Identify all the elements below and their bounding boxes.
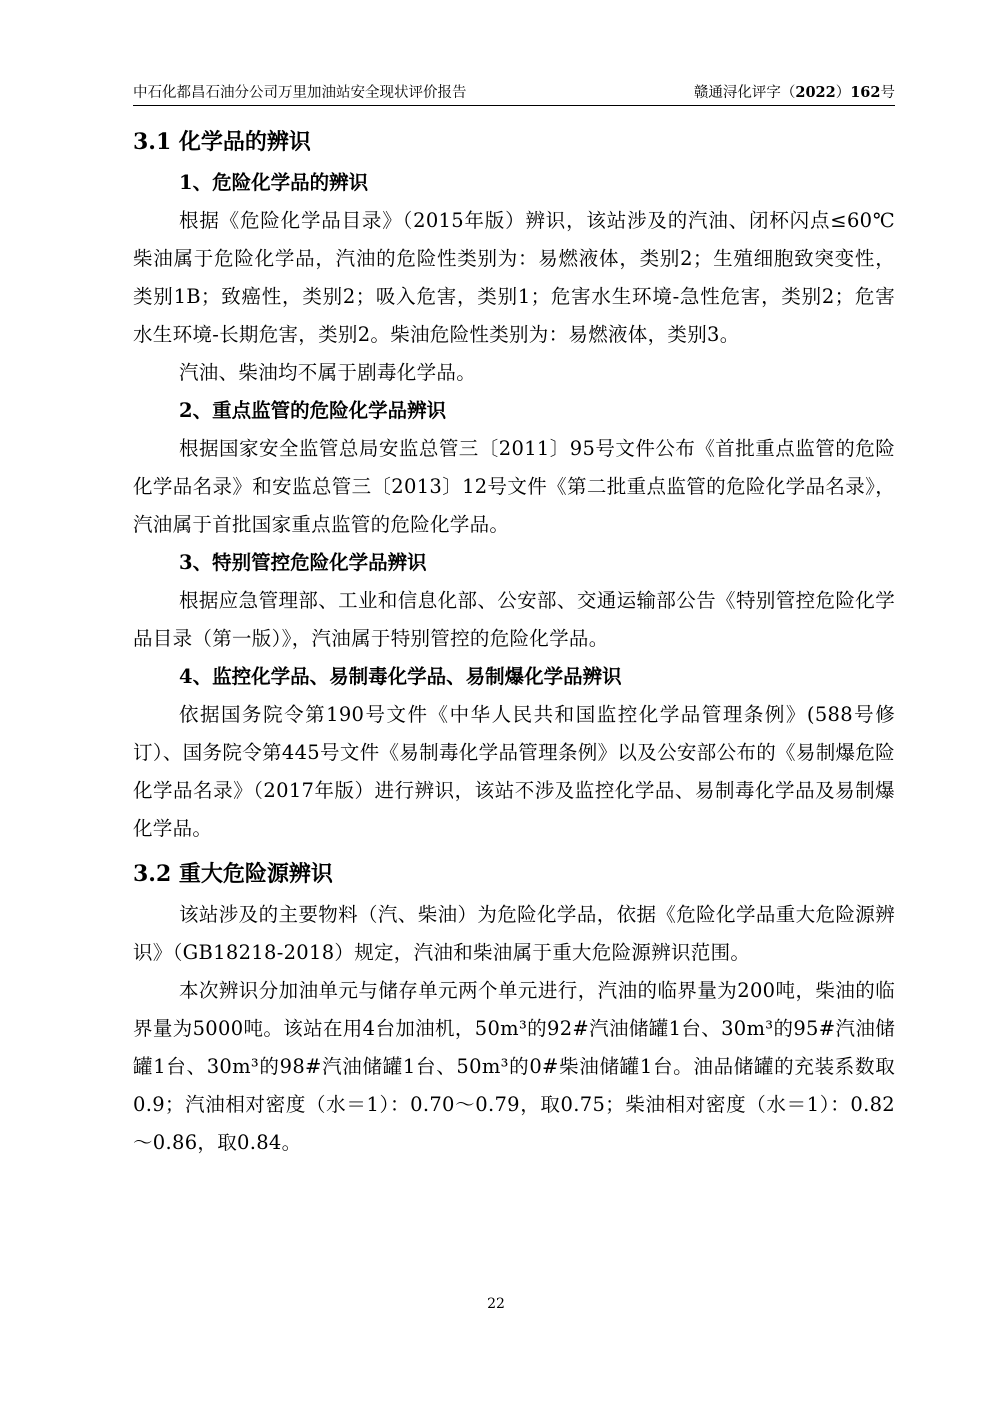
subsection-2-paragraph-1: 根据国家安全监管总局安监总管三〔2011〕95号文件公布《首批重点监管的危险化学品名录》和安监总管三〔2013〕12号文件《第二批重点监管的危险化学品名录》，汽油属于首批国家重点监管的危险化学品。 bbox=[133, 437, 895, 536]
doc-number-prefix: 赣通浔化评字（ bbox=[693, 85, 796, 101]
subsection-2-heading: 2、重点监管的危险化学品辨识 bbox=[179, 399, 447, 422]
subsection-1-heading: 1、危险化学品的辨识 bbox=[179, 171, 369, 194]
section-3-1-title: 3.1 化学品的辨识 bbox=[133, 129, 311, 155]
subsection-3-heading: 3、特别管控危险化学品辨识 bbox=[179, 551, 427, 574]
subsection-1-paragraph-2: 汽油、柴油均不属于剧毒化学品。 bbox=[179, 361, 477, 384]
subsection-1-paragraph-1: 根据《危险化学品目录》（2015年版）辨识，该站涉及的汽油、闭杯闪点≤60℃柴油属于危险化学品，汽油的危险性类别为：易燃液体，类别2；生殖细胞致突变性，类别1B；致癌性，类别2；吸入危害，类别1；危害水生环境-急性危害，类别2；危害水生环境-长期危害，类别2。柴油危险性类别为：易燃液体，类别3。 bbox=[133, 209, 895, 346]
page-number: 22 bbox=[487, 1296, 505, 1312]
subsection-4-paragraph-1: 依据国务院令第190号文件《中华人民共和国监控化学品管理条例》(588号修订）、国务院令第445号文件《易制毒化学品管理条例》以及公安部公布的《易制爆危险化学品名录》（2017年版）进行辨识，该站不涉及监控化学品、易制毒化学品及易制爆化学品。 bbox=[133, 703, 895, 840]
doc-number-year: 2022 bbox=[795, 84, 836, 101]
page-content bbox=[133, 120, 895, 1162]
header-report-title: 中石化都昌石油分公司万里加油站安全现状评价报告 bbox=[133, 85, 467, 101]
header-document-number bbox=[694, 83, 895, 103]
doc-number-suffix: 号 bbox=[880, 85, 895, 101]
doc-number-mid: ） bbox=[835, 85, 851, 101]
subsection-4-heading: 4、监控化学品、易制毒化学品、易制爆化学品辨识 bbox=[179, 665, 622, 688]
section-3-2-paragraph-1: 该站涉及的主要物料（汽、柴油）为危险化学品，依据《危险化学品重大危险源辨识》（GB18218-2018）规定，汽油和柴油属于重大危险源辨识范围。 bbox=[133, 903, 895, 964]
page-header bbox=[133, 83, 895, 106]
subsection-3-paragraph-1: 根据应急管理部、工业和信息化部、公安部、交通运输部公告《特别管控危险化学品目录（第一版）》，汽油属于特别管控的危险化学品。 bbox=[133, 589, 895, 650]
section-3-2-paragraph-2: 本次辨识分加油单元与储存单元两个单元进行，汽油的临界量为200吨，柴油的临界量为5000吨。该站在用4台加油机，50m³的92#汽油储罐1台、30m³的95#汽油储罐1台、30m³的98#汽油储罐1台、50m³的0#柴油储罐1台。油品储罐的充装系数取0.9；汽油相对密度（水＝1）：0.70～0.79，取0.75；柴油相对密度（水＝1）：0.82～0.86，取0.84。 bbox=[133, 979, 895, 1154]
section-3-2-title: 3.2 重大危险源辨识 bbox=[133, 861, 333, 887]
doc-number-num: 162 bbox=[850, 84, 881, 101]
